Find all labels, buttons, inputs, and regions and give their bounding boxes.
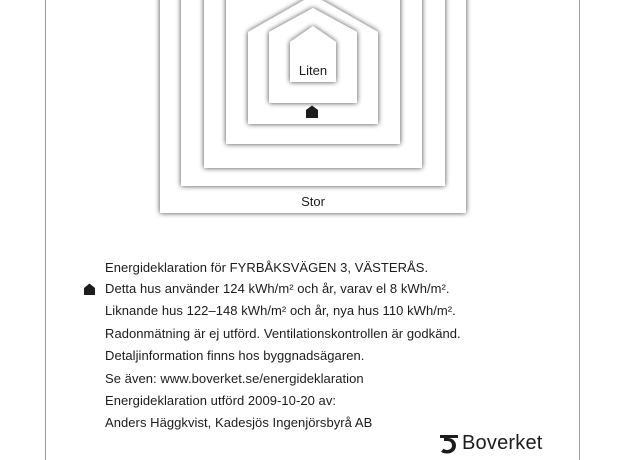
performed-date-text: Energideklaration utförd 2009-10-20 av: [105,393,337,408]
current-house-marker-icon [305,105,319,119]
house-indicator-icon [83,283,96,296]
inspector-text: Anders Häggkvist, Kadesjös Ingenjörsbyrå AB [105,415,373,430]
boverket-logo [438,432,543,455]
details-text: Detaljinformation finns hos byggnadsägaren. [105,348,365,363]
boverket-logo-icon [438,433,460,455]
comparison-text: Liknande hus 122–148 kWh/m² och år, nya hus 110 kWh/m². [105,303,456,318]
boverket-logo-text: Boverket [462,432,543,454]
energy-usage-text: Detta hus använder 124 kWh/m² och år, varav el 8 kWh/m². [105,281,450,296]
see-also-text: Se även: www.boverket.se/energideklaration [105,371,364,386]
radon-ventilation-text: Radonmätning är ej utförd. Ventilationskontrollen är godkänd. [105,326,461,341]
scale-small-label: Liten [298,63,328,78]
scale-large-label: Stor [301,194,325,209]
declaration-title: Energideklaration för FYRBÅKSVÄGEN 3, VÄSTERÅS. [105,260,429,275]
